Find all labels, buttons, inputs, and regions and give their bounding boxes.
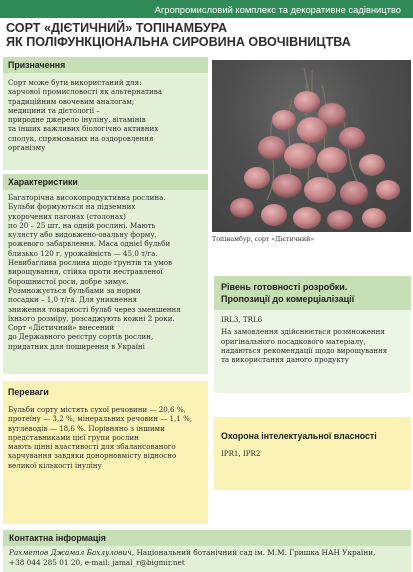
tubers-photo [212,60,411,232]
advantages-panel [3,381,208,524]
contact-line-2: +38 044 285 01 20, e-mail: jamal_r@bigmir.net [9,557,185,567]
category-label: Агропромисловий комплекс та декоративне садівництво [154,3,401,15]
characteristics-line: їхнього розміру, розсаджують кожні 2 роки. [8,313,175,323]
characteristics-line: посадки – 1,0 т/га. Для уникнення [8,295,138,305]
contact-name: Рахметов Джамал Бахлулович, [9,548,135,557]
characteristics-heading: Характеристики [3,174,208,190]
ip-heading: Охорона інтелектуальної власності [221,431,377,441]
contact-heading: Контактна інформація [3,530,411,546]
title-line-1: СОРТ «ДІЄТИЧНИЙ» ТОПІНАМБУРА [6,21,228,35]
ip-panel [214,417,411,490]
purpose-line: організму [8,143,46,153]
purpose-line: Сорт може бути використаний для: [8,78,142,87]
readiness-text [214,310,411,364]
readiness-panel [214,276,411,393]
contact-panel [3,530,411,572]
advantages-heading: Переваги [8,387,49,397]
characteristics-line: зниження товарності бульб через зменшення [8,304,181,314]
purpose-line: традиційним овочевим аналогам; [8,96,135,106]
advantages-line: представниками цієї групи рослин [8,432,139,442]
readiness-heading [214,276,411,310]
characteristics-line: по 20 – 25 шт. на одній рослині. Мають [8,220,156,230]
characteristics-line: придатних для поширення в Україні [8,341,145,351]
readiness-heading-line-1: Рівень готовності розробки. [221,282,348,292]
purpose-line: природне джерело інуліну, вітамінів [8,115,146,125]
advantages-text [3,405,208,470]
purpose-line: та інших важливих біологічно активних [8,124,159,134]
characteristics-line: близько 120 г, урожайність — 45,0 т/га. [8,248,158,258]
characteristics-line: укорочених пагонах (столонах) [8,211,126,221]
category-bar [0,0,413,18]
characteristics-line: Розмножується бульбами за норми [8,285,141,295]
characteristics-panel [3,174,208,374]
readiness-line: оригінального посадкового матеріалу, [221,336,366,346]
characteristics-line: вирощування, стійка проти нестравленої [8,267,163,277]
readiness-line: та використання даного продукту [221,355,349,365]
characteristics-text [3,190,208,351]
advantages-line: Бульби сорту містять сухої речовини — 20,6 %, [8,405,186,414]
advantages-line: великої кількості інуліну [8,460,102,470]
characteristics-line: рожевого забарвлення. Маса однієї бульби [8,239,171,249]
page-title [6,21,410,49]
characteristics-line: Бульби формуються на підземних [8,202,136,212]
purpose-line: сполук, спрямованих на оздоровлення [8,133,154,143]
advantages-line: вуглеводів — 18,6 %. Порівняно з іншими [8,423,165,433]
purpose-heading: Призначення [3,57,208,73]
tubers-illustration [212,60,411,232]
title-line-2: ЯК ПОЛІФУНКЦІОНАЛЬНА СИРОВИНА ОВОЧІВНИЦТВА [6,35,351,49]
purpose-line: медицини та дієтології – [8,105,100,115]
characteristics-line: Багаторічна високопродуктивна рослина. [8,193,166,202]
advantages-line: мають цінні властивості для збалансованого [8,442,176,452]
purpose-text [3,73,208,152]
purpose-line: харчової промисловості як альтернатива [8,87,162,97]
contact-text [3,546,411,567]
advantages-line: харчування завдяки донорновмісту відносно [8,451,177,461]
characteristics-line: Невибаглива рослина щодо ґрунтів та умов [8,258,173,268]
characteristics-line: борошнистої роси, добре зимує. [8,276,129,286]
characteristics-line: кулясту або видовжено-овальну форму, [8,230,157,240]
readiness-line: надаються рекомендації щодо вирощування [221,345,388,355]
advantages-line: протеїну — 3,2 %, мінеральних речовин — 1,1 %, [8,414,193,424]
trl-value: IRL3, TRL6 [221,315,263,324]
characteristics-line: Сорт «Дієтичний» внесений [8,323,115,333]
photo-caption: Топінамбур, сорт «Дієтичний» [212,236,315,243]
contact-line-1 [9,548,405,558]
readiness-line: На замовлення здійснюється розмноження [221,327,385,337]
purpose-panel [3,57,208,170]
contact-org: Національний ботанічний сад ім. М.М. Гришка НАН України, [134,548,376,557]
readiness-heading-line-2: Пропозиції до комерціалізації [221,294,355,304]
characteristics-line: до Державного реєстру сортів рослин, [8,332,154,342]
ip-value: IPR1, IPR2 [221,449,261,458]
